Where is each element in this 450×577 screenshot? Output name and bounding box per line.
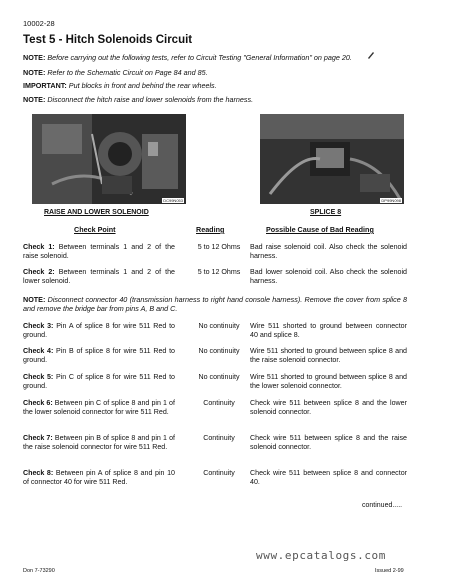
page-number: 10002-28: [23, 19, 55, 28]
caption-raise-lower-solenoid: RAISE AND LOWER SOLENOID: [44, 209, 149, 216]
header-reading: Reading: [196, 225, 225, 234]
continued-text: continued.....: [362, 502, 403, 509]
page-title: Test 5 - Hitch Solenoids Circuit: [23, 34, 193, 46]
footer-doc-number: Don 7-73290: [23, 568, 55, 574]
manual-page: 10002-28 Test 5 - Hitch Solenoids Circuit NOTE: Before carrying out the following tests, refer to Circuit Testing "General Information" on page 20. NOTE: Refer to the Schematic Circuit on Page 84 and 85. IMPORTANT: Put blocks in front and behind the rear wheels. NOTE: Disconnect the hitch raise and lower solenoids from the harness. DC99N053 DP99N098 RAISE AND LOWER SOLENOID SPLICE 8 Check Point Reading Possible Cause of Bad Reading Check 1: Between terminals 1 and 2 of the raise solenoid. 5 to 12 Ohms Bad raise solenoid coil. Also check the solenoid harness. Check 2: Between terminals 1 and 2 of the lower solenoid. 5 to 12 Ohms Bad lower solenoid coil. Also check the solenoid harness. NOTE: Disconnect connector 40 (transmission harness to right hand console harness). Remove the cover from splice 8 and remove the bridge bar from pins A, B and C. Check 3: Pin A of splice 8 for wire 511 Red to ground. No continuity Wire 511 shorted to ground between connector 40 and splice 8. Check 4: Pin B of splice 8 for wire 511 Red to ground. No continuity Wire 511 shorted to ground between splice 8 and the raise solenoid connector. Check 5: Pin C of splice 8 for wire 511 Red to ground. No continuity Wire 511 shorted to ground between splice 8 and the lower solenoid connector. Check 6: Between pin C of splice 8 and pin 1 of the lower solenoid connector for wire 511 Red. Continuity Check wire 511 between splice 8 and the lower solenoid connector. Check 7: Between pin B of splice 8 and pin 1 of the raise solenoid connector for wire 511 Red. Continuity Check wire 511 between splice 8 and the raise solenoid connector. Check 8: Between pin A of splice 8 and pin 10 of connector 40 for wire 511 Red. Continuity Check wire 511 between splice 8 and connector 40. continued..... www.epcatalogs.com Don 7-73290 Issued 2-99: [23, 19, 407, 574]
note-1: NOTE: Before carrying out the following tests, refer to Circuit Testing "General Information" on page 20.: [23, 53, 352, 62]
photo-code-right: DP99N098: [381, 198, 401, 203]
pen-cursor-icon: [366, 50, 376, 60]
header-check-point: Check Point: [74, 225, 116, 234]
note-disconnect-connector: NOTE: Disconnect connector 40 (transmission harness to right hand console harness). Remove the cover from splice 8 and remove the bridge bar from pins A, B and C.: [23, 295, 407, 313]
watermark: www.epcatalogs.com: [256, 549, 387, 562]
splice-8-photo: [260, 114, 404, 204]
caption-splice-8: SPLICE 8: [310, 209, 342, 216]
note-3: NOTE: Disconnect the hitch raise and lower solenoids from the harness.: [23, 95, 254, 104]
raise-lower-solenoid-photo: [32, 114, 186, 204]
note-important: IMPORTANT: Put blocks in front and behind the rear wheels.: [23, 81, 217, 90]
footer-issue-date: Issued 2-99: [375, 568, 404, 574]
photo-code-left: DC99N053: [163, 198, 183, 203]
note-2: NOTE: Refer to the Schematic Circuit on Page 84 and 85.: [23, 68, 208, 77]
header-possible-cause: Possible Cause of Bad Reading: [266, 225, 374, 234]
